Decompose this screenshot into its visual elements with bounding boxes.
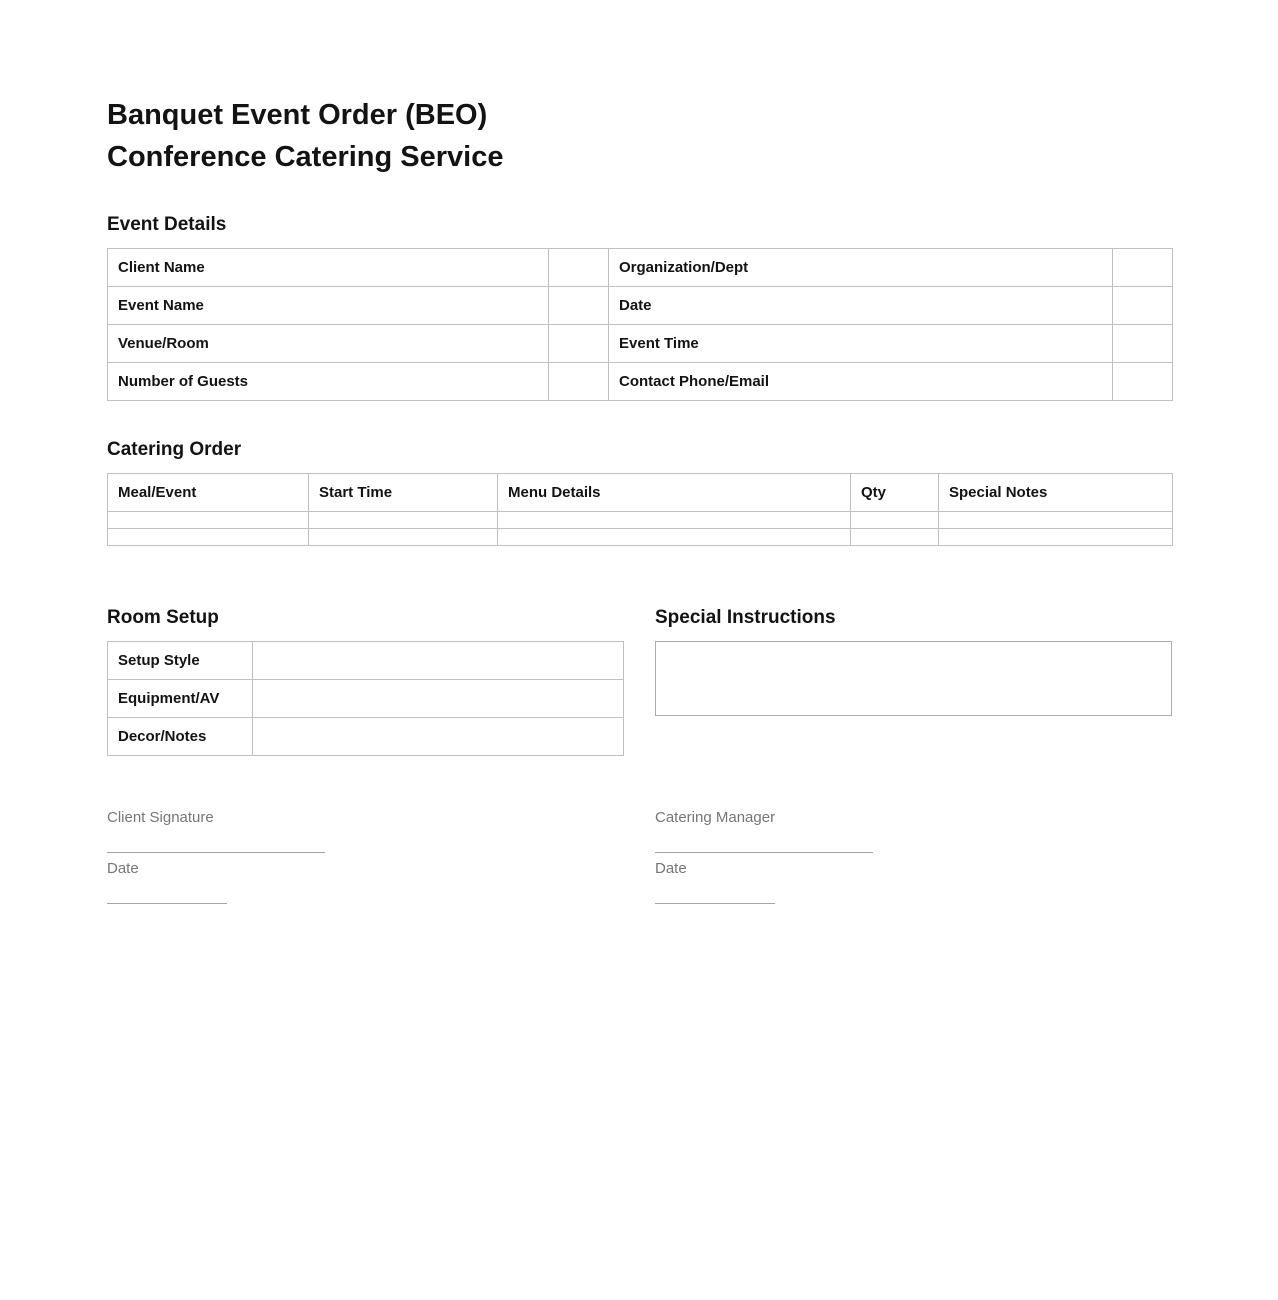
catering-order-heading: Catering Order	[107, 439, 242, 460]
manager-date-label: Date	[655, 860, 687, 877]
client-name-label: Client Name	[108, 249, 549, 287]
venue-room-label: Venue/Room	[108, 325, 549, 363]
event-time-label: Event Time	[609, 325, 1113, 363]
start-time-column-header: Start Time	[309, 474, 498, 512]
date-value-cell[interactable]	[1113, 287, 1173, 325]
event-details-heading: Event Details	[107, 214, 227, 235]
contact-phone-email-label: Contact Phone/Email	[609, 363, 1113, 401]
client-signature-label: Client Signature	[107, 809, 214, 826]
catering-manager-signature-line	[655, 852, 873, 853]
room-setup-column	[107, 605, 623, 756]
client-signature-block	[107, 808, 623, 904]
catering-empty-row	[108, 512, 1173, 529]
table-row	[108, 363, 1173, 401]
catering-empty-row	[108, 529, 1173, 546]
room-setup-heading: Room Setup	[107, 607, 219, 628]
table-row	[108, 287, 1173, 325]
special-notes-column-header: Special Notes	[939, 474, 1173, 512]
page-title	[107, 0, 1172, 178]
client-signature-line	[107, 852, 325, 853]
organization-dept-label: Organization/Dept	[609, 249, 1113, 287]
event-name-value-cell[interactable]	[549, 287, 609, 325]
catering-cell[interactable]	[309, 512, 498, 529]
special-instructions-box[interactable]	[655, 641, 1172, 716]
document	[107, 0, 1172, 904]
catering-order-table	[107, 473, 1173, 546]
catering-cell[interactable]	[498, 529, 851, 546]
event-time-value-cell[interactable]	[1113, 325, 1173, 363]
date-label: Date	[609, 287, 1113, 325]
catering-cell[interactable]	[939, 529, 1173, 546]
manager-date-line	[655, 903, 775, 904]
catering-cell[interactable]	[108, 512, 309, 529]
table-row	[108, 642, 624, 680]
meal-event-column-header: Meal/Event	[108, 474, 309, 512]
equipment-av-label: Equipment/AV	[108, 680, 253, 718]
client-date-line	[107, 903, 227, 904]
page-title-line2: Conference Catering Service	[107, 141, 504, 173]
catering-manager-label: Catering Manager	[655, 809, 776, 826]
contact-phone-email-value-cell[interactable]	[1113, 363, 1173, 401]
catering-cell[interactable]	[309, 529, 498, 546]
decor-notes-value-cell[interactable]	[253, 718, 624, 756]
event-name-label: Event Name	[108, 287, 549, 325]
table-row	[108, 718, 624, 756]
qty-column-header: Qty	[851, 474, 939, 512]
special-instructions-column	[655, 605, 1172, 756]
client-name-value-cell[interactable]	[549, 249, 609, 287]
catering-cell[interactable]	[851, 512, 939, 529]
signature-section	[107, 808, 1172, 904]
catering-cell[interactable]	[108, 529, 309, 546]
catering-cell[interactable]	[939, 512, 1173, 529]
catering-header-row	[108, 474, 1173, 512]
client-date-label: Date	[107, 860, 139, 877]
setup-instructions-section	[107, 605, 1172, 756]
catering-cell[interactable]	[851, 529, 939, 546]
room-setup-table	[107, 641, 624, 756]
event-details-table	[107, 248, 1173, 401]
organization-dept-value-cell[interactable]	[1113, 249, 1173, 287]
number-of-guests-value-cell[interactable]	[549, 363, 609, 401]
menu-details-column-header: Menu Details	[498, 474, 851, 512]
table-row	[108, 325, 1173, 363]
setup-style-value-cell[interactable]	[253, 642, 624, 680]
venue-room-value-cell[interactable]	[549, 325, 609, 363]
page-title-line1: Banquet Event Order (BEO)	[107, 99, 488, 131]
table-row	[108, 249, 1173, 287]
number-of-guests-label: Number of Guests	[108, 363, 549, 401]
special-instructions-heading: Special Instructions	[655, 607, 836, 628]
decor-notes-label: Decor/Notes	[108, 718, 253, 756]
setup-style-label: Setup Style	[108, 642, 253, 680]
catering-cell[interactable]	[498, 512, 851, 529]
equipment-av-value-cell[interactable]	[253, 680, 624, 718]
catering-manager-block	[655, 808, 1172, 904]
table-row	[108, 680, 624, 718]
